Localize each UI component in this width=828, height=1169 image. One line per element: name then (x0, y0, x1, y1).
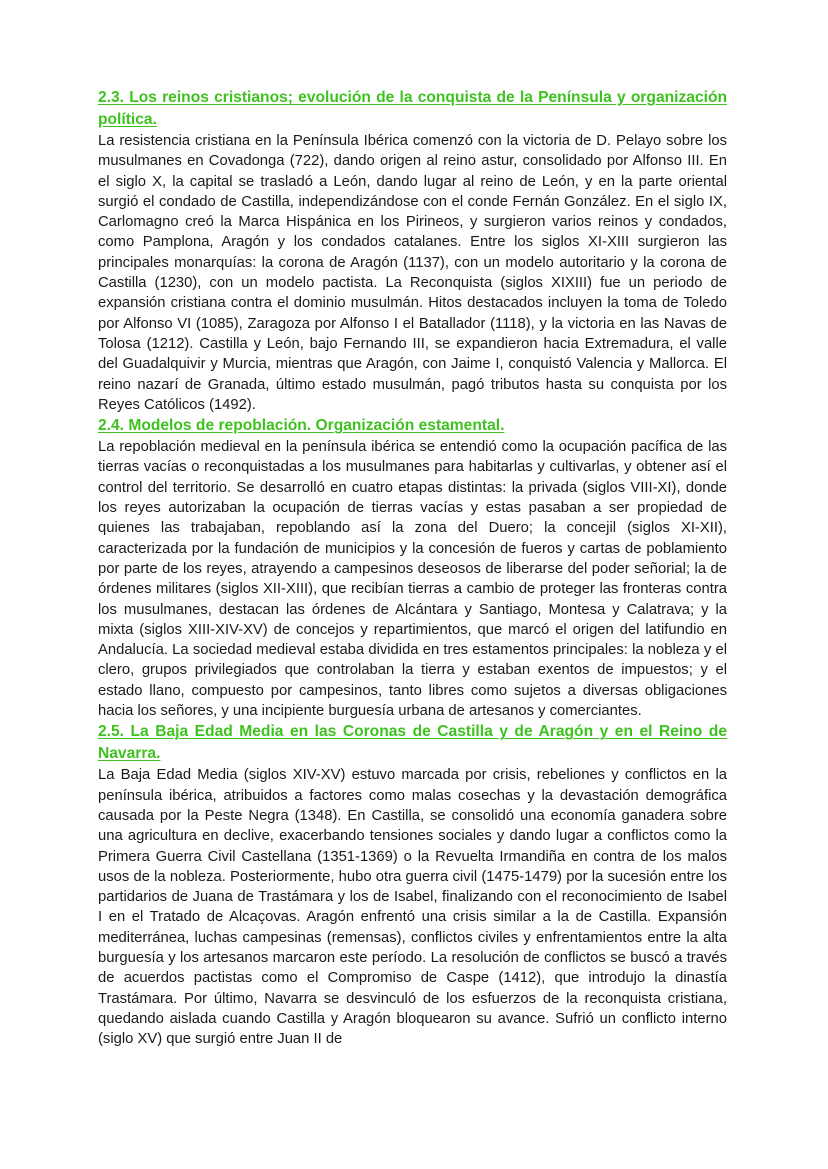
section-paragraph: La repoblación medieval en la península ibérica se entendió como la ocupación pacífica de las tierras vacías o reconquistadas a los musulmanes para habitarlas y cultivarlas, y obtener así el control del territorio. Se desarrolló en cuatro etapas distintas: la privada (siglos VIII-XI), donde los reyes autorizaban la ocupación de tierras vacías y estas pasaban a ser propiedad de quienes las trabajaban, repoblando así la zona del Duero; la concejil (siglos XI-XII), caracterizada por la fundación de municipios y la concesión de fueros y cartas de poblamiento por parte de los reyes, atrayendo a campesinos deseosos de liberarse del poder señorial; la de órdenes militares (siglos XII-XIII), que recibían tierras a cambio de proteger las fronteras contra los musulmanes, destacan las órdenes de Alcántara y Santiago, Montesa y Calatrava; y la mixta (siglos XIII-XIV-XV) de concejos y repartimientos, que marcó el origen del latifundio en Andalucía. La sociedad medieval estaba dividida en tres estamentos principales: la nobleza y el clero, grupos privilegiados que controlaban la tierra y estaban exentos de impuestos; y el estado llano, compuesto por campesinos, tanto libres como sujetos a diversas obligaciones hacia los señores, y una incipiente burguesía urbana de artesanos y comerciantes. (98, 439, 727, 720)
section-baja-edad-media (98, 721, 727, 1049)
section-paragraph: La resistencia cristiana en la Península Ibérica comenzó con la victoria de D. Pelayo sobre los musulmanes en Covadonga (722), dando origen al reino astur, consolidado por Alfonso III. En el siglo X, la capital se trasladó a León, dando lugar al reino de León, y en la parte oriental surgió el condado de Castilla, independizándose con el conde Fernán González. En el siglo IX, Carlomagno creó la Marca Hispánica en los Pirineos, y surgieron varios reinos y condados, como Pamplona, Aragón y los condados catalanes. Entre los siglos XI-XIII surgieron las principales monarquías: la corona de Aragón (1137), con un modelo autoritario y la corona de Castilla (1230), con un modelo pactista. La Reconquista (siglos XIXIII) fue un periodo de expansión cristiana contra el dominio musulmán. Hitos destacados incluyen la toma de Toledo por Alfonso VI (1085), Zaragoza por Alfonso I el Batallador (1118), y la victoria en las Navas de Tolosa (1212). Castilla y León, bajo Fernando III, se expandieron hacia Extremadura, el valle del Guadalquivir y Murcia, mientras que Aragón, con Jaime I, conquistó Valencia y Mallorca. El reino nazarí de Granada, último estado musulmán, pagó tributos hasta su conquista por los Reyes Católicos (1492). (98, 133, 727, 413)
section-modelos-repoblacion (98, 415, 727, 721)
section-heading: 2.3. Los reinos cristianos; evolución de la conquista de la Península y organización política. (98, 89, 727, 128)
document-page (98, 87, 727, 1049)
section-heading: 2.4. Modelos de repoblación. Organización estamental. (98, 417, 505, 435)
section-paragraph: La Baja Edad Media (siglos XIV-XV) estuvo marcada por crisis, rebeliones y conflictos en la península ibérica, atribuidos a factores como malas cosechas y la devastación demográfica causada por la Peste Negra (1348). En Castilla, se consolidó una economía ganadera sobre una agricultura en declive, exacerbando tensiones sociales y dando lugar a conflictos como la Primera Guerra Civil Castellana (1351-1369) o la Revuelta Irmandiña en contra de los malos usos de la nobleza. Posteriormente, hubo otra guerra civil (1475-1479) por la sucesión entre los partidarios de Juana de Trastámara y los de Isabel, finalizando con el reconocimiento de Isabel I en el Tratado de Alcaçovas. Aragón enfrentó una crisis similar a la de Castilla. Expansión mediterránea, luchas campesinas (remensas), conflictos civiles y enfrentamientos entre la alta burguesía y los artesanos marcaron este período. La resolución de conflictos se buscó a través de acuerdos pactistas como el Compromiso de Caspe (1412), que introdujo la dinastía Trastámara. Por último, Navarra se desvinculó de los esfuerzos de la reconquista cristiana, quedando aislada cuando Castilla y Aragón bloquearon su avance. Sufrió un conflicto interno (siglo XV) que surgió entre Juan II de (98, 767, 727, 1048)
section-reinos-cristianos (98, 87, 727, 415)
section-heading: 2.5. La Baja Edad Media en las Coronas de Castilla y de Aragón y en el Reino de Navarra. (98, 723, 727, 763)
